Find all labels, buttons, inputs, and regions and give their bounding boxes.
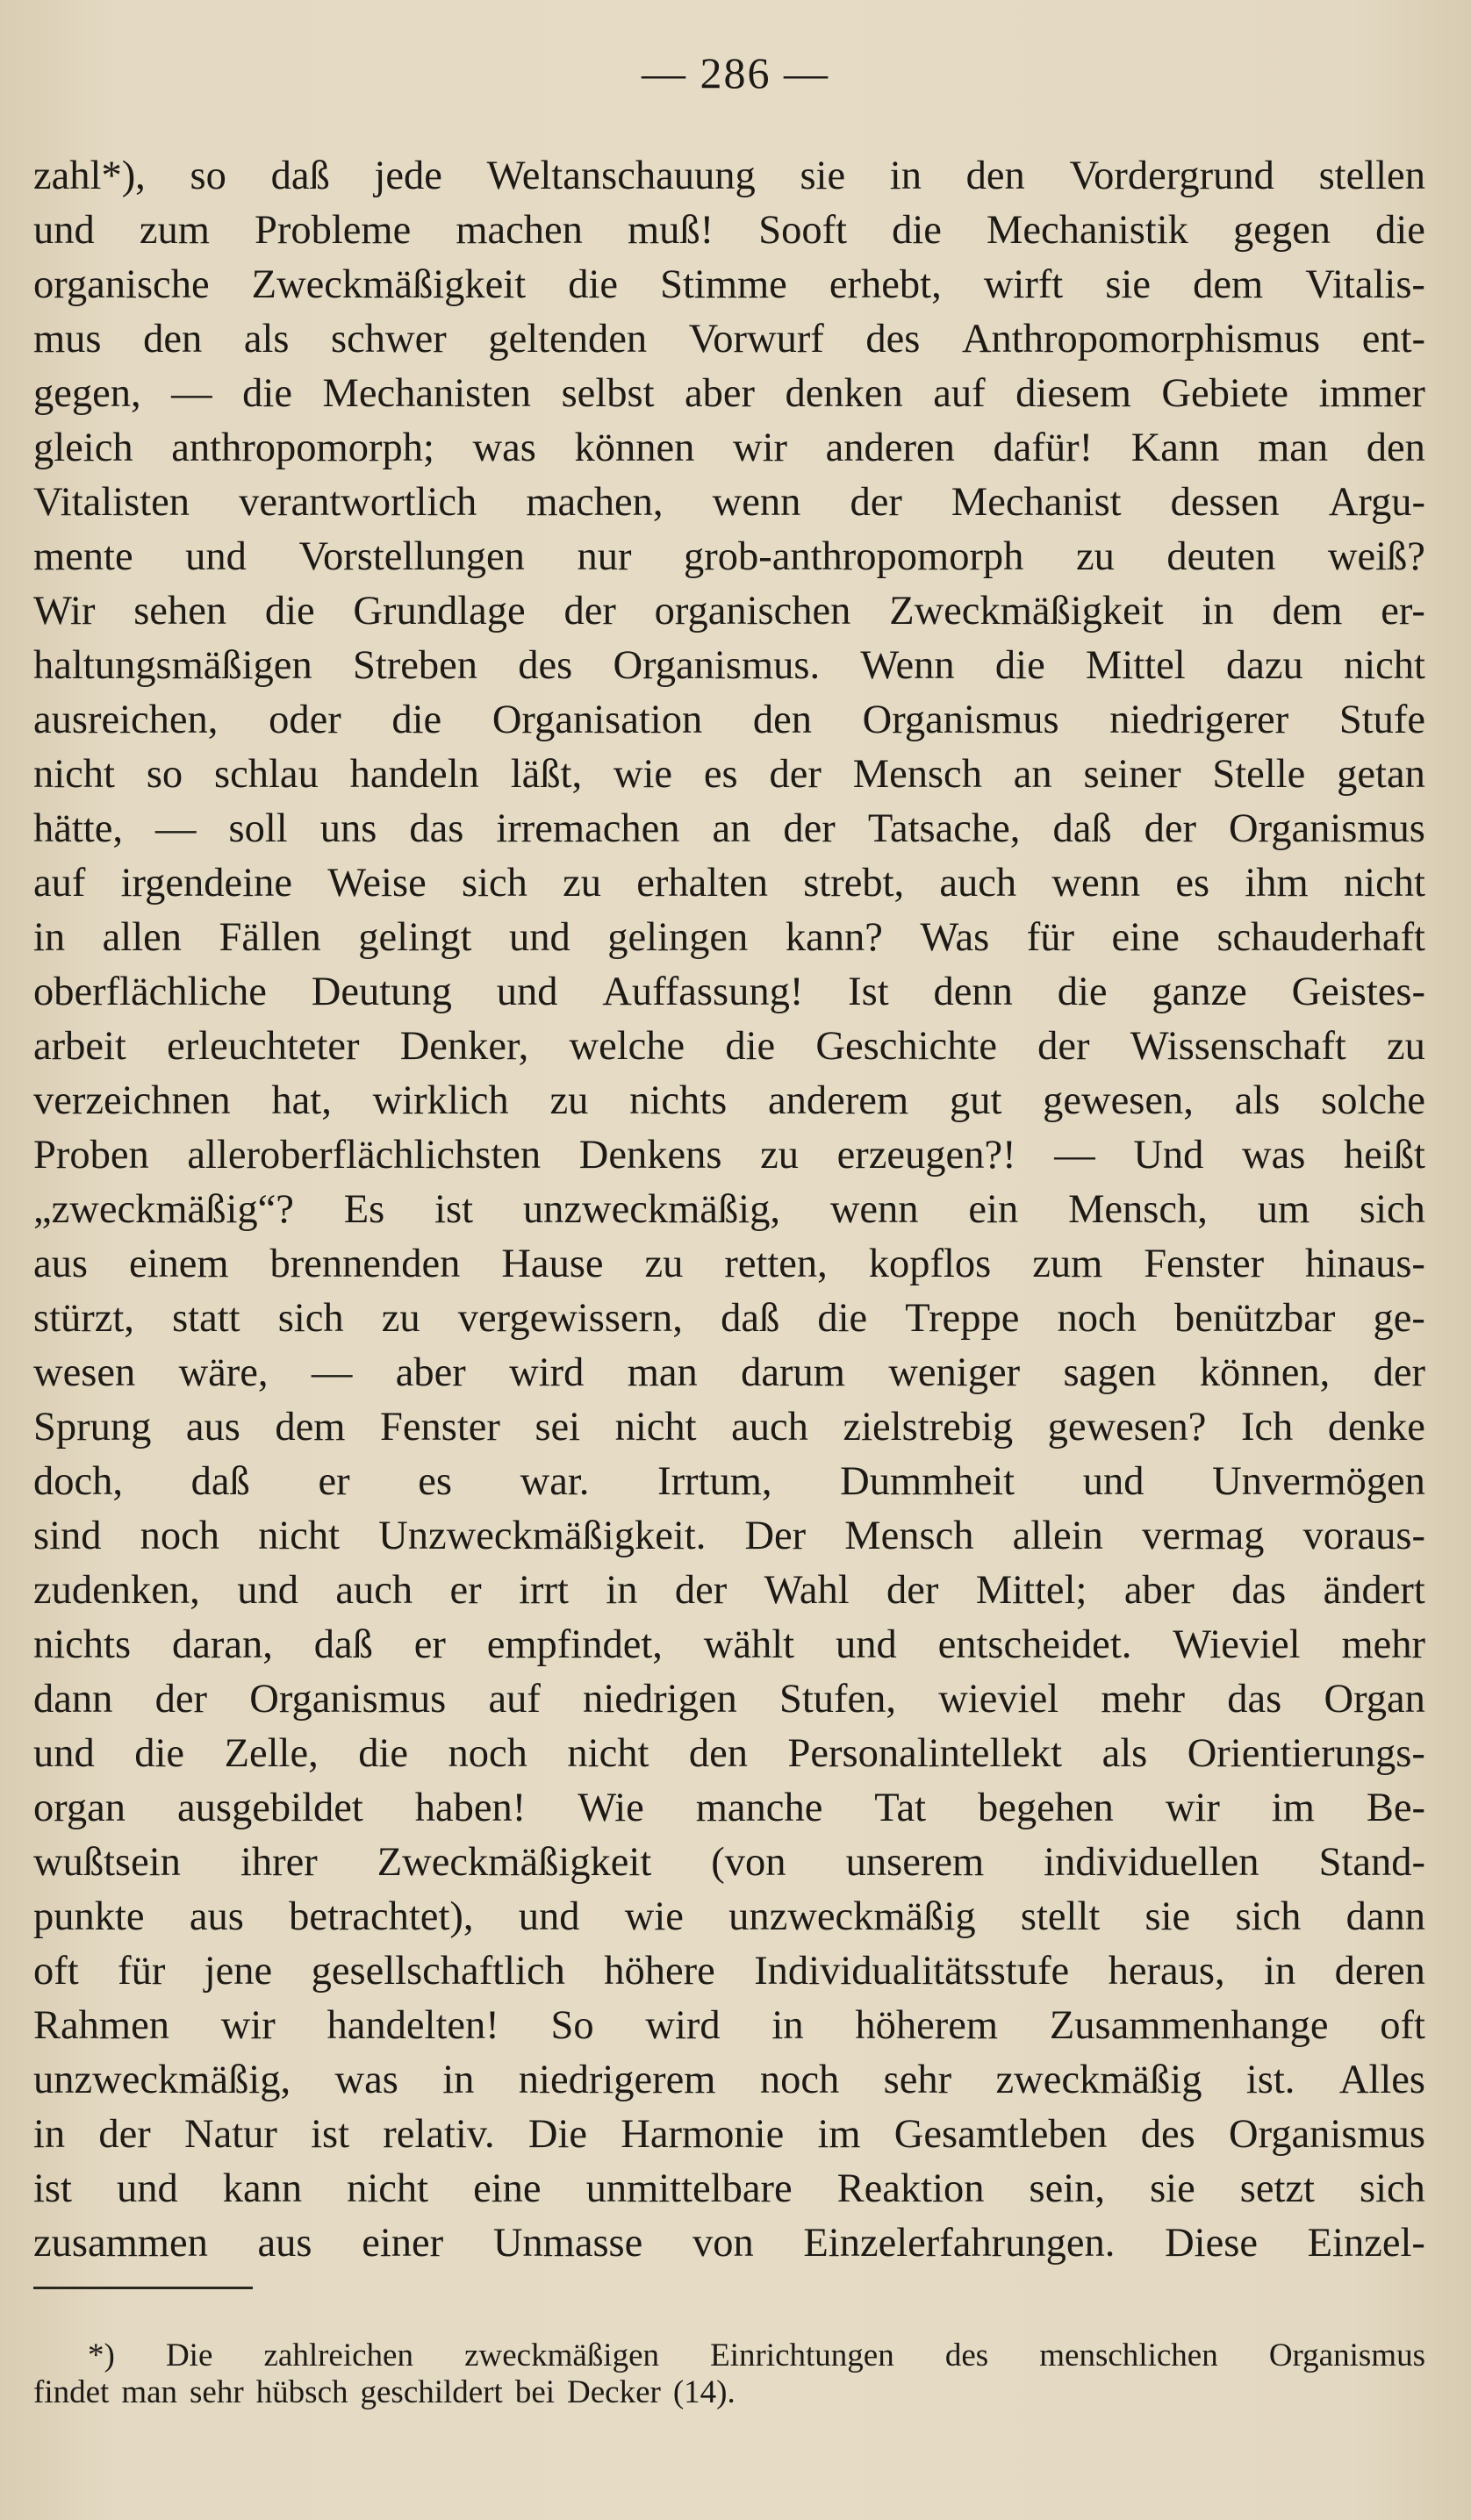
text-line: haltungsmäßigen Streben des Organismus. Wenn die Mittel dazu nicht (33, 643, 1425, 688)
text-line: wußtsein ihrer Zweckmäßigkeit (von unserem individuellen Stand- (33, 1840, 1425, 1885)
text-line: Sprung aus dem Fenster sei nicht auch zielstrebig gewesen? Ich denke (33, 1405, 1425, 1450)
text-line: hätte, — soll uns das irremachen an der Tatsache, daß der Organismus (33, 806, 1425, 851)
text-line: in allen Fällen gelingt und gelingen kann? Was für eine schauderhaft (33, 915, 1425, 960)
text-line: nicht so schlau handeln läßt, wie es der Mensch an seiner Stelle getan (33, 752, 1425, 797)
text-line: doch, daß er es war. Irrtum, Dummheit und Unvermögen (33, 1459, 1425, 1504)
page-number-header: — 286 — (642, 48, 829, 97)
text-line: mente und Vorstellungen nur grob-anthropomorph zu deuten weiß? (33, 534, 1425, 579)
text-line: auf irgendeine Weise sich zu erhalten strebt, auch wenn es ihm nicht (33, 861, 1425, 906)
text-line: Rahmen wir handelten! So wird in höherem Zusammenhange oft (33, 2003, 1425, 2048)
text-line: unzweckmäßig, was in niedrigerem noch sehr zweckmäßig ist. Alles (33, 2058, 1425, 2102)
text-line: „zweckmäßig“? Es ist unzweckmäßig, wenn ein Mensch, um sich (33, 1187, 1425, 1232)
text-line: dann der Organismus auf niedrigen Stufen, wieviel mehr das Organ (33, 1677, 1425, 1722)
text-line: in der Natur ist relativ. Die Harmonie im Gesamtleben des Organismus (33, 2112, 1425, 2157)
text-line: ist und kann nicht eine unmittelbare Reaktion sein, sie setzt sich (33, 2166, 1425, 2211)
text-line: sind noch nicht Unzweckmäßigkeit. Der Mensch allein vermag voraus- (33, 1514, 1425, 1558)
footnote-line: *) Die zahlreichen zweckmäßigen Einrichtungen des menschlichen Organismus (88, 2337, 1425, 2373)
text-line: nichts daran, daß er empfindet, wählt und entscheidet. Wieviel mehr (33, 1622, 1425, 1667)
text-line: gegen, — die Mechanisten selbst aber denken auf diesem Gebiete immer (33, 371, 1425, 416)
text-line: organische Zweckmäßigkeit die Stimme erhebt, wirft sie dem Vitalis- (33, 262, 1425, 307)
text-line: aus einem brennenden Hause zu retten, kopflos zum Fenster hinaus- (33, 1242, 1425, 1286)
footnote-line: findet man sehr hübsch geschildert bei Decker (14). (33, 2374, 736, 2410)
text-line: oberflächliche Deutung und Auffassung! Ist denn die ganze Geistes- (33, 970, 1425, 1014)
text-line: und zum Probleme machen muß! Sooft die Mechanistik gegen die (33, 208, 1425, 253)
text-line: stürzt, statt sich zu vergewissern, daß die Treppe noch benützbar ge- (33, 1296, 1425, 1341)
text-line: organ ausgebildet haben! Wie manche Tat begehen wir im Be- (33, 1786, 1425, 1830)
footnote-rule (33, 2287, 253, 2289)
text-line: verzeichnen hat, wirklich zu nichts anderem gut gewesen, als solche (33, 1078, 1425, 1123)
text-line: wesen wäre, — aber wird man darum weniger sagen können, der (33, 1350, 1425, 1395)
text-line: mus den als schwer geltenden Vorwurf des Anthropomorphismus ent- (33, 317, 1425, 362)
text-line: zudenken, und auch er irrt in der Wahl der Mittel; aber das ändert (33, 1568, 1425, 1613)
footnote (33, 2337, 1425, 2411)
text-line: oft für jene gesellschaftlich höhere Individualitätsstufe heraus, in deren (33, 1949, 1425, 1994)
text-line: gleich anthropomorph; was können wir anderen dafür! Kann man den (33, 426, 1425, 470)
text-line: Vitalisten verantwortlich machen, wenn der Mechanist dessen Argu- (33, 480, 1425, 525)
text-line: ausreichen, oder die Organisation den Organismus niedrigerer Stufe (33, 698, 1425, 742)
text-line: punkte aus betrachtet), und wie unzweckmäßig stellt sie sich dann (33, 1894, 1425, 1939)
text-line: arbeit erleuchteter Denker, welche die Geschichte der Wissenschaft zu (33, 1024, 1425, 1069)
body-text (33, 149, 1425, 2271)
text-line: zahl*), so daß jede Weltanschauung sie in den Vordergrund stellen (33, 154, 1425, 198)
text-line: und die Zelle, die noch nicht den Personalintellekt als Orientierungs- (33, 1731, 1425, 1776)
text-line: Proben alleroberflächlichsten Denkens zu erzeugen?! — Und was heißt (33, 1133, 1425, 1178)
text-line: Wir sehen die Grundlage der organischen Zweckmäßigkeit in dem er- (33, 589, 1425, 634)
text-line: zusammen aus einer Unmasse von Einzelerfahrungen. Diese Einzel- (33, 2221, 1425, 2266)
